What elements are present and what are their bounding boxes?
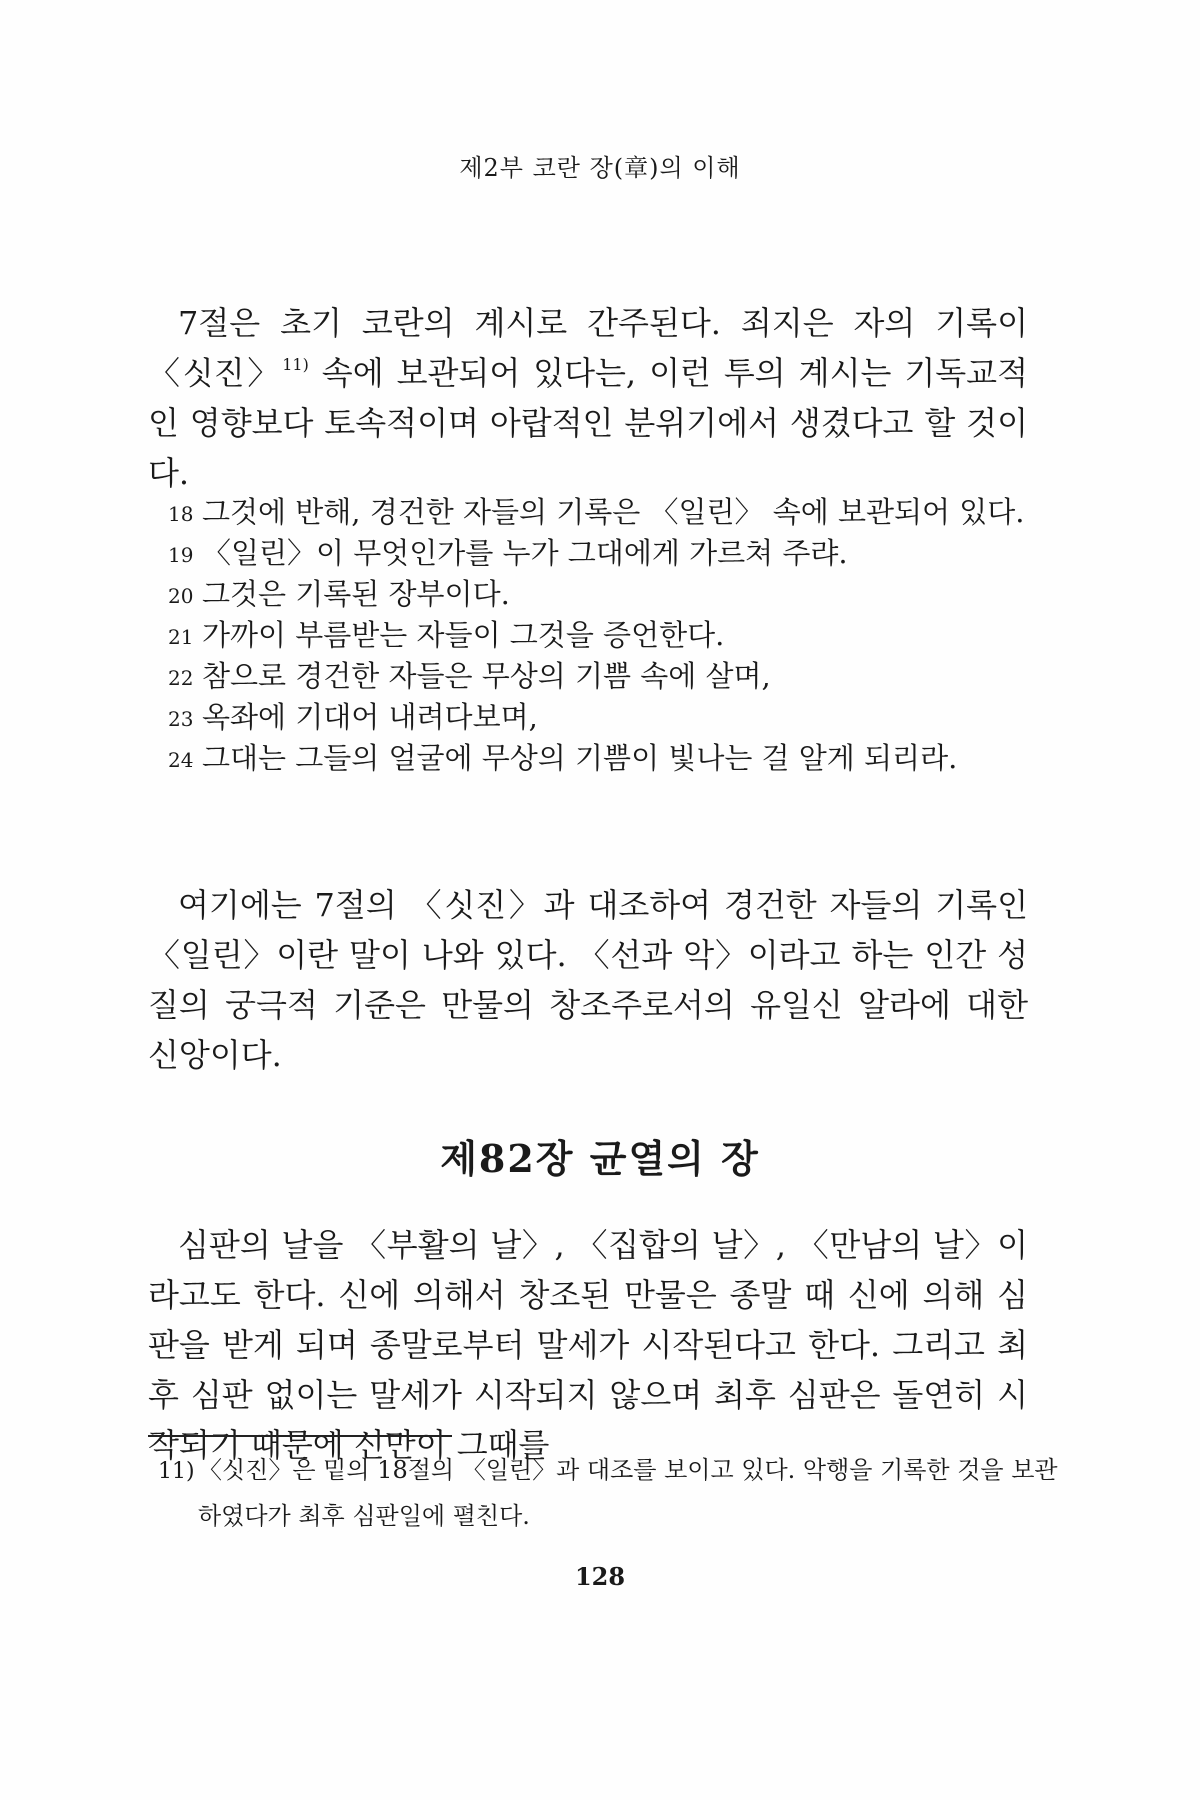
footnote — [158, 1448, 1068, 1538]
verse-23 — [168, 697, 1028, 738]
verse-20 — [168, 574, 1028, 615]
running-head: 제2부 코란 장(章)의 이해 — [459, 154, 741, 182]
verse-number: 19 — [168, 543, 194, 567]
verse-text: 그것은 기록된 장부이다. — [202, 577, 510, 611]
verse-number: 22 — [168, 666, 194, 690]
verse-text: 〈일린〉이 무엇인가를 누가 그대에게 가르쳐 주랴. — [202, 536, 848, 570]
verse-21 — [168, 615, 1028, 656]
verse-number: 18 — [168, 502, 194, 526]
verse-text: 옥좌에 기대어 내려다보며, — [202, 700, 538, 734]
page-number: 128 — [574, 1562, 626, 1591]
paragraph-1-text: 7절은 초기 코란의 계시로 간주된다. 죄지은 자의 기록이 〈싯진〉 — [148, 304, 1028, 392]
verse-24 — [168, 738, 1028, 779]
verse-text: 가까이 부름받는 자들이 그것을 증언한다. — [202, 618, 725, 652]
footnote-text: 〈싯진〉은 밑의 18절의 〈일린〉과 대조를 보이고 있다. 악행을 기록한 것을 보관하였다가 최후 심판일에 펼친다. — [198, 1456, 1058, 1530]
verse-number: 21 — [168, 625, 194, 649]
verse-22 — [168, 656, 1028, 697]
footnote-mark: 11) — [158, 1459, 195, 1484]
footnote-divider — [148, 1435, 452, 1437]
verse-text: 참으로 경건한 자들은 무상의 기쁨 속에 살며, — [202, 659, 771, 693]
verse-number: 24 — [168, 748, 194, 772]
verse-text: 그대는 그들의 얼굴에 무상의 기쁨이 빛나는 걸 알게 되리라. — [202, 741, 958, 775]
paragraph-1 — [148, 298, 1028, 498]
verse-19 — [168, 533, 1028, 574]
verse-number: 23 — [168, 707, 194, 731]
footnote-reference[interactable]: 11) — [282, 355, 309, 374]
verse-text: 그것에 반해, 경건한 자들의 기록은 〈일린〉 속에 보관되어 있다. — [202, 495, 1025, 529]
paragraph-3: 심판의 날을 〈부활의 날〉, 〈집합의 날〉, 〈만남의 날〉이라고도 한다. 신에 의해서 창조된 만물은 종말 때 신에 의해 심판을 받게 되며 종말로부터 말세가 시작된다고 한다. 그리고 최후 심판 없이는 말세가 시작되지 않으며 최후 심판은 돌연히 시작되기 때문에 신만이 그때를 — [148, 1226, 1028, 1464]
verse-18 — [168, 492, 1028, 533]
paragraph-2: 여기에는 7절의 〈싯진〉과 대조하여 경건한 자들의 기록인 〈일린〉이란 말이 나와 있다. 〈선과 악〉이라고 하는 인간 성질의 궁극적 기준은 만물의 창조주로서의 유일신 알라에 대한 신앙이다. — [148, 886, 1028, 1074]
chapter-title: 제82장 균열의 장 — [440, 1136, 760, 1181]
paragraph-1-text-continued: 속에 보관되어 있다는, 이런 투의 계시는 기독교적인 영향보다 토속적이며 아랍적인 분위기에서 생겼다고 할 것이다. — [148, 354, 1029, 492]
verse-number: 20 — [168, 584, 194, 608]
verse-list — [168, 492, 1028, 779]
